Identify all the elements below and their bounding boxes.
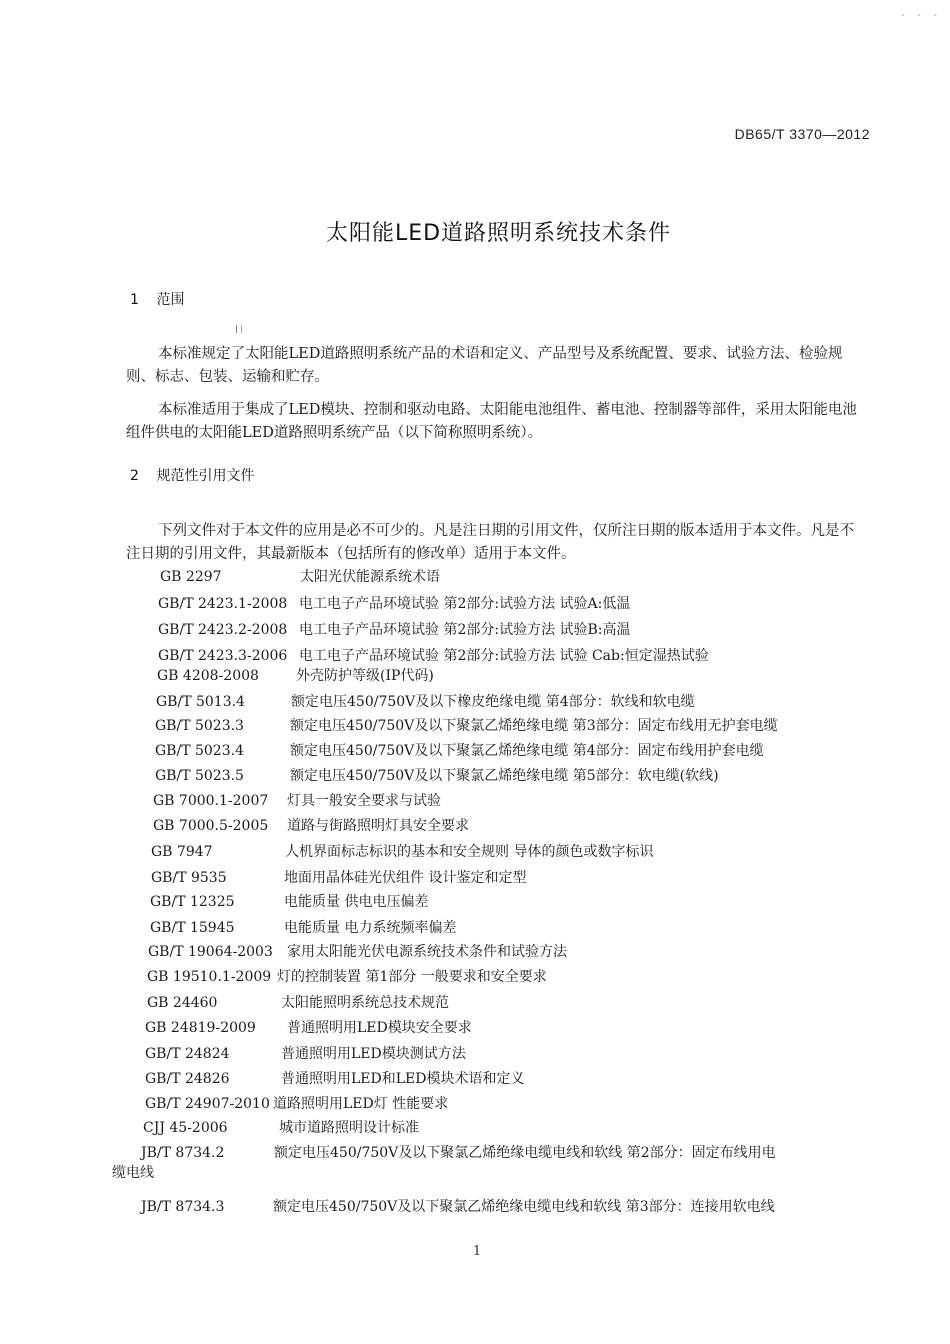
section-number: 1 xyxy=(130,292,139,308)
scan-artifact: - - - xyxy=(900,10,941,21)
section-title: 范围 xyxy=(156,292,185,308)
reference-code: GB 7000.1-2007 xyxy=(153,793,269,809)
reference-title: 额定电压450/750V及以下聚氯乙烯绝缘电缆电线和软线 第3部分：连接用软电线 xyxy=(273,1199,775,1215)
reference-title: 电工电子产品环境试验 第2部分:试验方法 试验B:高温 xyxy=(299,622,631,638)
reference-code: GB/T 24826 xyxy=(145,1071,230,1087)
section-heading xyxy=(130,289,184,309)
page-number: 1 xyxy=(472,1244,482,1259)
paragraph: 本标准适用于集成了LED模块、控制和驱动电路、太阳能电池组件、蓄电池、控制器等部件，采用太阳能电池组件供电的太阳能LED道路照明系统产品（以下简称照明系统）。 xyxy=(126,402,857,441)
reference-code: GB/T 5023.3 xyxy=(155,718,244,734)
reference-code: CJJ 45-2006 xyxy=(143,1120,228,1136)
reference-title: 灯的控制装置 第1部分 一般要求和安全要求 xyxy=(277,969,547,985)
reference-code: GB/T 24824 xyxy=(145,1046,230,1062)
paragraph: 下列文件对于本文件的应用是必不可少的。凡是注日期的引用文件，仅所注日期的版本适用于本文件。凡是不注日期的引用文件，其最新版本（包括所有的修改单）适用于本文件。 xyxy=(126,523,854,562)
reference-code: JB/T 8734.2 xyxy=(141,1145,225,1161)
reference-title: 额定电压450/750V及以下聚氯乙烯绝缘电缆 第4部分：固定布线用护套电缆 xyxy=(290,743,764,759)
reference-title: 额定电压450/750V及以下聚氯乙烯绝缘电缆 第5部分：软电缆(软线) xyxy=(290,768,719,784)
reference-code: GB 7947 xyxy=(151,844,213,860)
section-number: 2 xyxy=(130,468,139,484)
reference-title: 外壳防护等级(IP代码) xyxy=(296,668,434,684)
reference-code: GB/T 5023.5 xyxy=(155,768,244,784)
reference-code: GB/T 2423.2-2008 xyxy=(158,622,288,638)
reference-code: GB 24460 xyxy=(147,995,218,1011)
reference-title: 太阳光伏能源系统术语 xyxy=(300,569,440,585)
reference-code: JB/T 8734.3 xyxy=(141,1199,225,1215)
document-title: 太阳能LED道路照明系统技术条件 xyxy=(325,221,672,246)
reference-title: 电工电子产品环境试验 第2部分:试验方法 试验 Cab:恒定湿热试验 xyxy=(299,648,709,664)
reference-code: GB 19510.1-2009 xyxy=(147,969,272,985)
reference-title: 额定电压450/750V及以下橡皮绝缘电缆 第4部分：软线和软电缆 xyxy=(291,694,695,710)
reference-code: GB/T 2423.1-2008 xyxy=(158,596,288,612)
reference-title: 普通照明用LED和LED模块术语和定义 xyxy=(281,1071,525,1087)
reference-title: 普通照明用LED模块安全要求 xyxy=(287,1020,472,1036)
reference-code: GB/T 2423.3-2006 xyxy=(158,648,288,664)
reference-title: 额定电压450/750V及以下聚氯乙烯绝缘电缆电线和软线 第2部分：固定布线用电 xyxy=(274,1145,776,1161)
section-title: 规范性引用文件 xyxy=(156,468,255,484)
reference-title: 普通照明用LED模块测试方法 xyxy=(281,1046,466,1062)
reference-title: 地面用晶体硅光伏组件 设计鉴定和定型 xyxy=(284,870,527,886)
reference-title: 电工电子产品环境试验 第2部分:试验方法 试验A:低温 xyxy=(299,596,631,612)
reference-title: 额定电压450/750V及以下聚氯乙烯绝缘电缆 第3部分：固定布线用无护套电缆 xyxy=(290,718,778,734)
reference-title: 电能质量 供电电压偏差 xyxy=(284,894,429,910)
reference-code: GB/T 9535 xyxy=(151,870,227,886)
reference-code: GB/T 12325 xyxy=(150,894,235,910)
standard-number: DB65/T 3370—2012 xyxy=(734,126,870,142)
reference-code: GB 2297 xyxy=(160,569,222,585)
reference-title: 家用太阳能光伏电源系统技术条件和试验方法 xyxy=(287,944,567,960)
reference-title: 道路照明用LED灯 性能要求 xyxy=(273,1096,449,1112)
reference-code: GB 4208-2008 xyxy=(157,668,259,684)
paragraph: 本标准规定了太阳能LED道路照明系统产品的术语和定义、产品型号及系统配置、要求、试验方法、检验规则、标志、包装、运输和贮存。 xyxy=(126,346,843,385)
reference-code: GB/T 19064-2003 xyxy=(148,944,273,960)
reference-title: 人机界面标志标识的基本和安全规则 导体的颜色或数字标识 xyxy=(285,844,654,860)
reference-title: 道路与街路照明灯具安全要求 xyxy=(287,818,469,834)
reference-code: GB/T 15945 xyxy=(150,920,235,936)
reference-code: GB/T 24907-2010 xyxy=(145,1096,270,1112)
reference-code: GB/T 5023.4 xyxy=(155,743,244,759)
reference-title-continued: 缆电线 xyxy=(112,1165,154,1181)
reference-title: 灯具一般安全要求与试验 xyxy=(287,793,441,809)
section-heading xyxy=(130,465,254,485)
reference-code: GB 24819-2009 xyxy=(145,1020,256,1036)
reference-code: GB 7000.5-2005 xyxy=(153,818,269,834)
scan-artifact xyxy=(236,325,242,333)
reference-title: 太阳能照明系统总技术规范 xyxy=(281,995,449,1011)
reference-code: GB/T 5013.4 xyxy=(156,694,245,710)
reference-title: 城市道路照明设计标准 xyxy=(279,1120,419,1136)
reference-title: 电能质量 电力系统频率偏差 xyxy=(284,920,457,936)
